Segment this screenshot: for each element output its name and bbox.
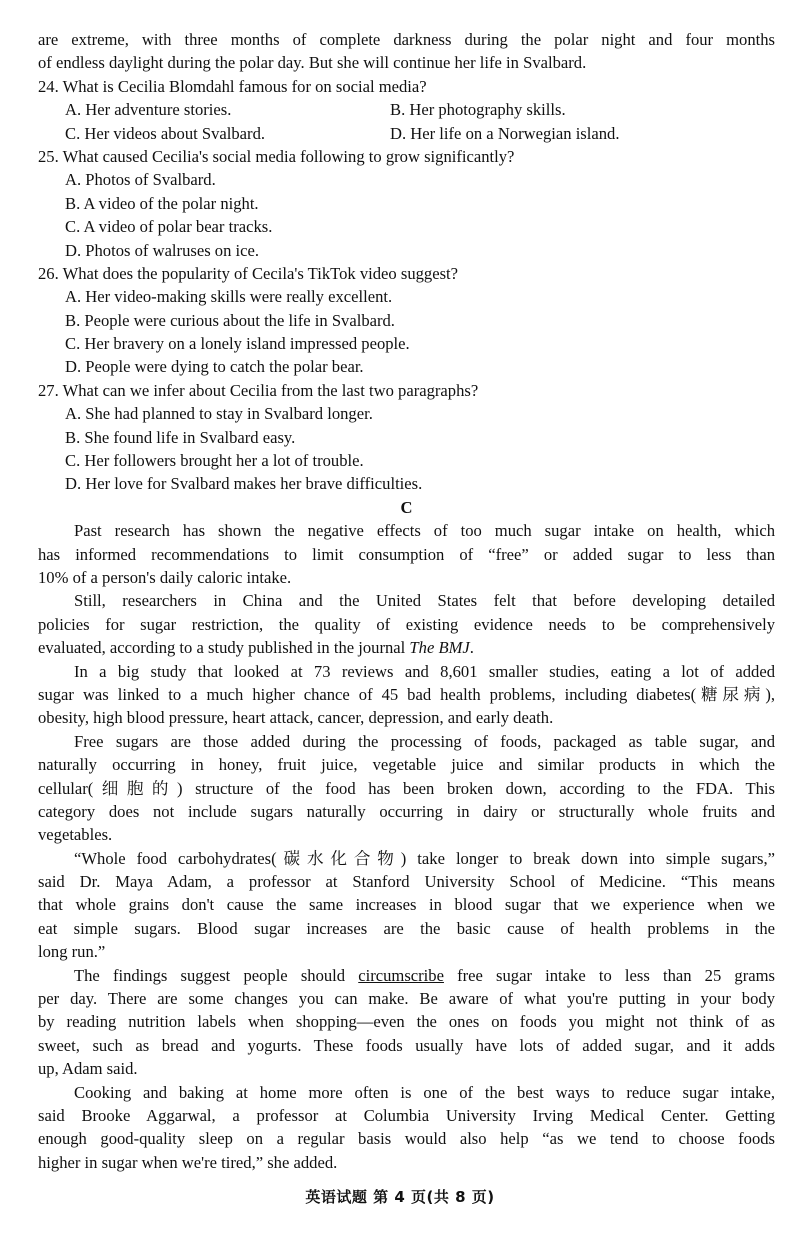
answer-option: B. Her photography skills.	[390, 100, 566, 120]
question-stem: 27. What can we infer about Cecilia from the last two paragraphs?	[38, 380, 479, 400]
paragraph-line: higher in sugar when we're tired,” she added.	[38, 1152, 338, 1172]
answer-option: A. Her video-making skills were really excellent.	[65, 287, 393, 307]
answer-option: C. Her bravery on a lonely island impressed people.	[65, 334, 410, 354]
paragraph-line	[38, 964, 775, 987]
paragraph-line: policies for sugar restriction, the quality of existing evidence needs to be comprehensively	[38, 614, 775, 634]
paragraph-line: Free sugars are those added during the processing of foods, packaged as table sugar, and	[74, 731, 775, 751]
text-segment: The findings suggest people should	[74, 965, 359, 985]
paragraph-line: “Whole food carbohydrates(碳水化合物) take longer to break down into simple sugars,”	[74, 848, 775, 868]
text-segment: free sugar intake to less than 25 grams	[443, 965, 775, 985]
answer-option: D. People were dying to catch the polar bear.	[65, 357, 364, 377]
paragraph-line: vegetables.	[38, 825, 113, 845]
exam-page	[38, 28, 775, 1174]
paragraph	[38, 589, 775, 659]
answer-option: B. A video of the polar night.	[65, 193, 259, 213]
paragraph-line: per day. There are some changes you can make. Be aware of what you're putting in your body	[38, 989, 775, 1009]
paragraph-line: In a big study that looked at 73 reviews and 8,601 smaller studies, eating a lot of added	[74, 661, 775, 681]
passage-line: are extreme, with three months of complete darkness during the polar night and four months	[38, 30, 775, 49]
paragraph	[38, 964, 775, 1081]
passage-continuation	[38, 28, 775, 75]
page-footer: 英语试题 第 4 页(共 8 页)	[305, 1188, 495, 1206]
paragraph-line: category does not include sugars naturally occurring in dairy or structurally whole fruits and	[38, 801, 775, 821]
answer-option: A. She had planned to stay in Svalbard longer.	[65, 404, 373, 424]
paragraph-line: has informed recommendations to limit consumption of “free” or added sugar to less than	[38, 544, 775, 564]
text-segment: .	[469, 638, 474, 658]
answer-option: A. Her adventure stories.	[65, 100, 232, 120]
question-block	[38, 379, 775, 496]
option-row	[38, 122, 775, 145]
paragraph-line	[38, 636, 775, 659]
paragraph-line: that whole grains don't cause the same increases in blood sugar that we experience when we	[38, 895, 775, 915]
paragraph-line: cellular(细胞的) structure of the food has been broken down, according to the FDA. This	[38, 778, 775, 798]
option-row	[38, 98, 775, 121]
question-block	[38, 262, 775, 379]
paragraph-line: long run.”	[38, 942, 106, 962]
italic-title: The BMJ	[409, 638, 470, 658]
paragraph-line: said Dr. Maya Adam, a professor at Stanford University School of Medicine. “This means	[38, 872, 775, 892]
answer-option: D. Photos of walruses on ice.	[65, 240, 260, 260]
underlined-word: circumscribe	[358, 965, 444, 985]
paragraph	[38, 519, 775, 589]
paragraph-line: sweet, such as bread and yogurts. These foods usually have lots of added sugar, and it adds	[38, 1035, 775, 1055]
paragraph	[38, 1081, 775, 1175]
paragraph-line: Past research has shown the negative effects of too much sugar intake on health, which	[74, 521, 775, 541]
answer-option: D. Her love for Svalbard makes her brave difficulties.	[65, 474, 423, 494]
paragraph	[38, 847, 775, 964]
paragraph-line: said Brooke Aggarwal, a professor at Columbia University Irving Medical Center. Getting	[38, 1105, 775, 1125]
question-stem: 24. What is Cecilia Blomdahl famous for on social media?	[38, 76, 427, 96]
question-block	[38, 75, 775, 145]
paragraph-line: up, Adam said.	[38, 1059, 138, 1079]
answer-option: C. A video of polar bear tracks.	[65, 217, 273, 237]
answer-option: B. She found life in Svalbard easy.	[65, 427, 296, 447]
paragraph-line: 10% of a person's daily caloric intake.	[38, 567, 292, 587]
paragraph	[38, 730, 775, 847]
text-segment: evaluated, according to a study published in the journal	[38, 638, 410, 658]
paragraph-line: by reading nutrition labels when shopping—even the ones on foods you might not think of as	[38, 1012, 775, 1032]
paragraph-line: obesity, high blood pressure, heart attack, cancer, depression, and early death.	[38, 708, 554, 728]
paragraph-line: enough good-quality sleep on a regular basis would also help “as we tend to choose foods	[38, 1129, 775, 1149]
section-heading: C	[400, 497, 413, 517]
answer-option: C. Her videos about Svalbard.	[65, 123, 266, 143]
question-block	[38, 145, 775, 262]
answer-option: B. People were curious about the life in Svalbard.	[65, 310, 395, 330]
answer-option: A. Photos of Svalbard.	[65, 170, 216, 190]
paragraph-line: Still, researchers in China and the United States felt that before developing detailed	[74, 591, 775, 611]
paragraph	[38, 660, 775, 730]
paragraph-line: Cooking and baking at home more often is one of the best ways to reduce sugar intake,	[74, 1082, 775, 1102]
paragraph-line: eat simple sugars. Blood sugar increases are the basic cause of health problems in the	[38, 918, 775, 938]
question-stem: 25. What caused Cecilia's social media following to grow significantly?	[38, 146, 515, 166]
answer-option: D. Her life on a Norwegian island.	[390, 123, 620, 143]
passage-line: of endless daylight during the polar day. But she will continue her life in Svalbard.	[38, 53, 587, 73]
question-stem: 26. What does the popularity of Cecila's TikTok video suggest?	[38, 263, 459, 283]
paragraph-line: sugar was linked to a much higher chance of 45 bad health problems, including diabetes(糖尿病),	[38, 684, 775, 704]
paragraph-line: naturally occurring in honey, fruit juice, vegetable juice and similar products in which the	[38, 755, 775, 775]
answer-option: C. Her followers brought her a lot of trouble.	[65, 451, 364, 471]
